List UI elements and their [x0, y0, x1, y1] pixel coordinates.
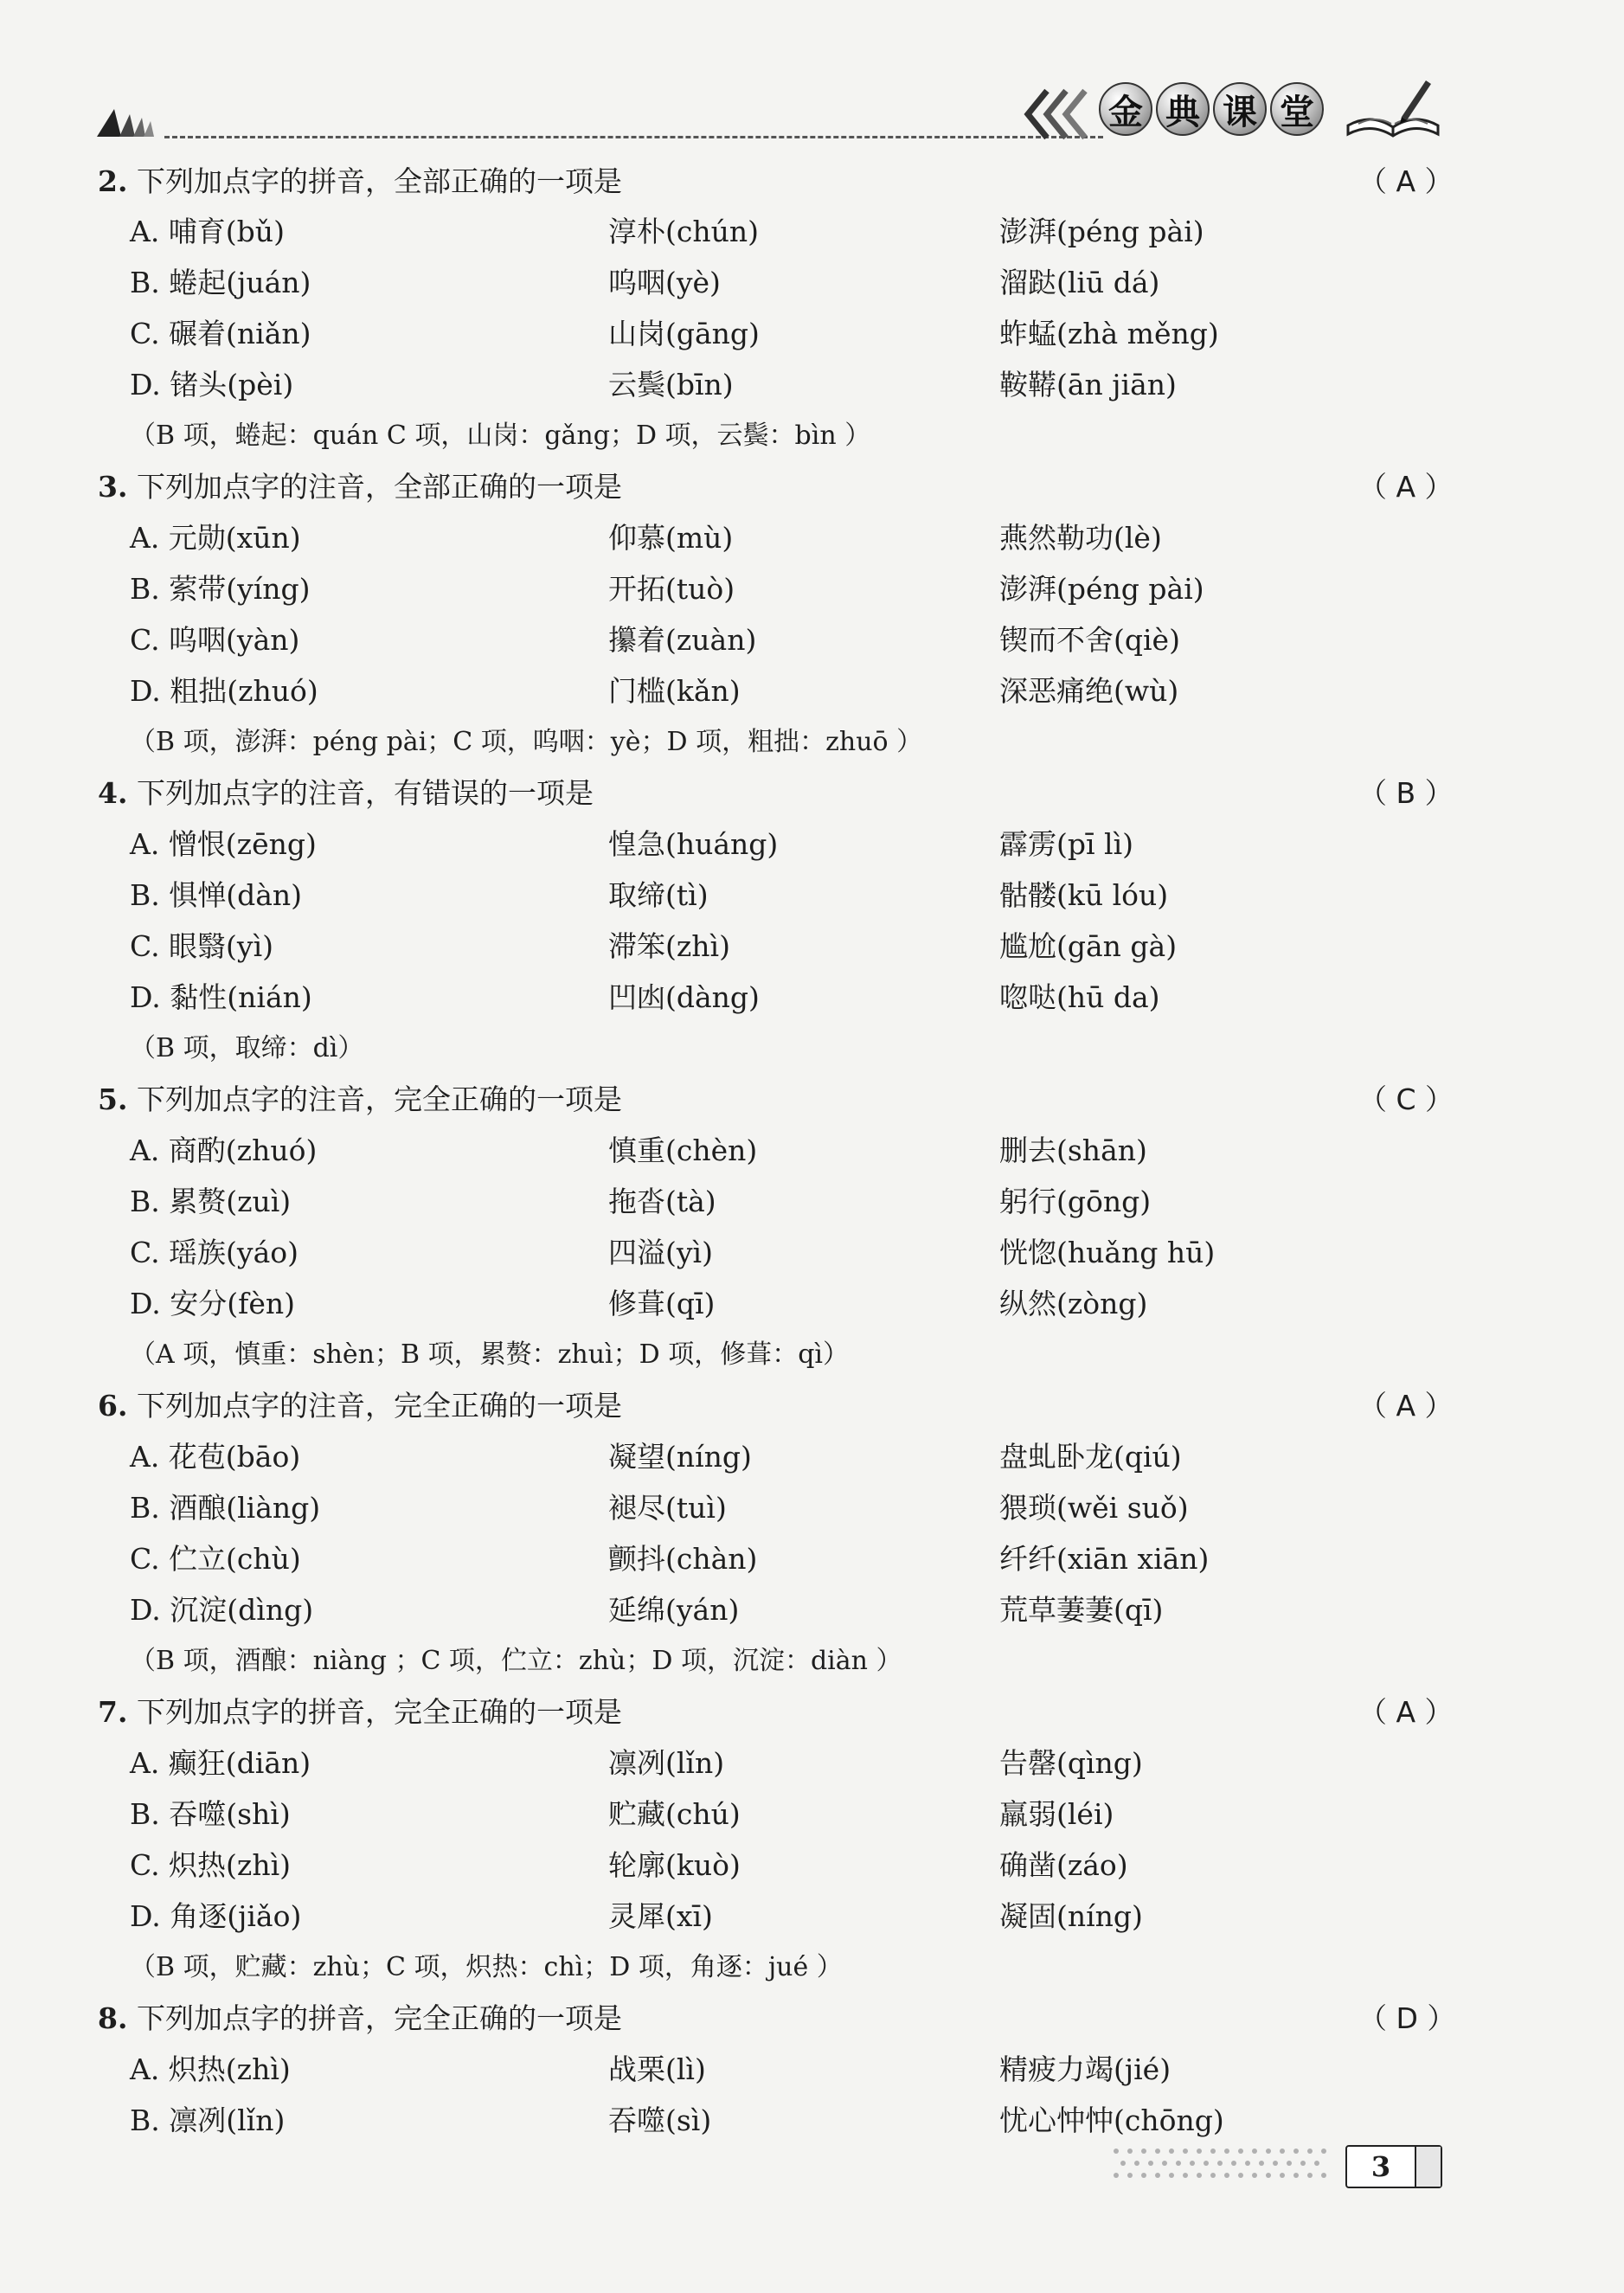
double-chevron-left-icon: [1021, 84, 1099, 145]
option-item: 开拓(tuò): [608, 572, 735, 606]
answer-explanation: （A 项，慎重：shèn；B 项，累赘：zhuì；D 项，修葺：qì）: [130, 1339, 850, 1370]
question-text: 下列加点字的拼音，全部正确的一项是: [136, 164, 622, 198]
option-item: 恍惚(huǎng hū): [999, 1236, 1216, 1269]
question-stem: [98, 164, 622, 199]
question-stem: [98, 1695, 622, 1730]
option-item: D. 沉淀(dìng): [130, 1593, 314, 1627]
answer-explanation: （B 项，澎湃：péng pài；C 项，呜咽：yè；D 项，粗拙：zhuō ）: [130, 727, 923, 757]
option-item: 凹凼(dàng): [608, 980, 760, 1014]
question-number: 5.: [98, 1082, 128, 1116]
option-item: 云鬓(bīn): [608, 368, 734, 401]
option-item: C. 眼翳(yì): [130, 929, 273, 963]
question-text: 下列加点字的拼音，完全正确的一项是: [136, 2001, 622, 2035]
option-item: 灵犀(xī): [608, 1899, 713, 1933]
option-item: 慎重(chèn): [608, 1134, 758, 1167]
question-stem: [98, 470, 622, 504]
option-item: D. 粗拙(zhuó): [130, 674, 318, 708]
option-item: 凝望(níng): [608, 1440, 752, 1474]
answer-label: （ A ）: [1358, 1389, 1454, 1423]
option-item: C. 碾着(niǎn): [130, 317, 311, 350]
option-item: 仰慕(mù): [608, 521, 734, 555]
header-title-char: 金: [1099, 82, 1152, 136]
page-tab-icon: [1415, 2147, 1441, 2187]
option-item: C. 伫立(chù): [130, 1542, 301, 1576]
option-item: A. 癫狂(diān): [130, 1746, 311, 1780]
question-number: 2.: [98, 164, 128, 198]
header-title-char: 堂: [1270, 82, 1324, 136]
option-item: D. 黏性(nián): [130, 980, 312, 1014]
question-text: 下列加点字的拼音，完全正确的一项是: [136, 1695, 622, 1729]
option-item: 霹雳(pī lì): [999, 827, 1134, 861]
question-stem: [98, 776, 594, 811]
header-title-char: 课: [1213, 82, 1267, 136]
option-item: C. 瑶族(yáo): [130, 1236, 298, 1269]
option-item: 羸弱(léi): [999, 1797, 1114, 1831]
option-item: B. 惧惮(dàn): [130, 878, 303, 912]
option-item: 燕然勒功(lè): [999, 521, 1162, 555]
option-item: 深恶痛绝(wù): [999, 674, 1179, 708]
triangles-icon: [95, 104, 164, 138]
option-item: B. 凛冽(lǐn): [130, 2104, 286, 2137]
option-item: 告罄(qìng): [999, 1746, 1143, 1780]
option-item: 褪尽(tuì): [608, 1491, 727, 1525]
answer-label: （ A ）: [1358, 470, 1454, 504]
footer-dot-pattern: [1107, 2144, 1332, 2182]
option-item: 门槛(kǎn): [608, 674, 741, 708]
option-item: 唿哒(hū da): [999, 980, 1160, 1014]
answer-explanation: （B 项，酒酿：niàng ；C 项，伫立：zhù；D 项，沉淀：diàn ）: [130, 1646, 902, 1676]
option-item: 尴尬(gān gà): [999, 929, 1178, 963]
question-number: 3.: [98, 470, 128, 504]
question-number: 6.: [98, 1389, 128, 1423]
option-item: 延绵(yán): [608, 1593, 740, 1627]
option-item: 淳朴(chún): [608, 215, 759, 248]
option-item: 颤抖(chàn): [608, 1542, 758, 1576]
option-item: 攥着(zuàn): [608, 623, 757, 657]
option-item: D. 安分(fèn): [130, 1287, 296, 1320]
option-item: 蚱蜢(zhà měng): [999, 317, 1219, 350]
header-title: [1099, 82, 1324, 136]
answer-label: （ B ）: [1358, 776, 1454, 810]
answer-explanation: （B 项，蜷起：quán C 项，山岗：gǎng；D 项，云鬓：bìn ）: [130, 421, 871, 451]
answer-label: （ C ）: [1358, 1082, 1454, 1116]
option-item: A. 憎恨(zēng): [130, 827, 317, 861]
option-item: D. 锗头(pèi): [130, 368, 294, 401]
option-item: 躬行(gōng): [999, 1185, 1152, 1218]
question-text: 下列加点字的注音，完全正确的一项是: [136, 1389, 622, 1423]
page-header: [95, 74, 1445, 151]
option-item: 鞍鞯(ān jiān): [999, 368, 1177, 401]
option-item: 四溢(yì): [608, 1236, 713, 1269]
option-item: D. 角逐(jiǎo): [130, 1899, 302, 1933]
header-title-char: 典: [1156, 82, 1210, 136]
option-item: 贮藏(chú): [608, 1797, 741, 1831]
option-item: 修葺(qī): [608, 1287, 716, 1320]
question-number: 4.: [98, 776, 128, 810]
answer-label: （ A ）: [1358, 1695, 1454, 1729]
option-item: 锲而不舍(qiè): [999, 623, 1180, 657]
answer-explanation: （B 项，取缔：dì）: [130, 1033, 364, 1063]
answer-explanation: （B 项，贮藏：zhù；C 项，炽热：chì；D 项，角逐：jué ）: [130, 1952, 843, 1982]
option-item: 凝固(níng): [999, 1899, 1143, 1933]
option-item: 骷髅(kū lóu): [999, 878, 1169, 912]
option-item: 盘虬卧龙(qiú): [999, 1440, 1182, 1474]
option-item: 荒草萋萋(qī): [999, 1593, 1164, 1627]
option-item: 溜跶(liū dá): [999, 266, 1160, 299]
option-item: 滞笨(zhì): [608, 929, 730, 963]
option-item: B. 萦带(yíng): [130, 572, 311, 606]
page-number: 3: [1370, 2150, 1391, 2183]
option-item: A. 商酌(zhuó): [130, 1134, 318, 1167]
option-item: 战栗(lì): [608, 2052, 706, 2086]
option-item: 取缔(tì): [608, 878, 709, 912]
answer-label: （ D ）: [1358, 2001, 1456, 2035]
answer-label: （ A ）: [1358, 164, 1454, 198]
option-item: 轮廓(kuò): [608, 1848, 741, 1882]
option-item: A. 哺育(bǔ): [130, 215, 285, 248]
option-item: B. 酒酿(liàng): [130, 1491, 321, 1525]
option-item: C. 炽热(zhì): [130, 1848, 291, 1882]
option-item: A. 元勋(xūn): [130, 521, 301, 555]
option-item: B. 蜷起(juán): [130, 266, 311, 299]
option-item: A. 炽热(zhì): [130, 2052, 291, 2086]
option-item: 凛冽(lǐn): [608, 1746, 725, 1780]
option-item: 确凿(záo): [999, 1848, 1128, 1882]
option-item: A. 花苞(bāo): [130, 1440, 301, 1474]
option-item: 忧心忡忡(chōng): [999, 2104, 1224, 2137]
question-stem: [98, 1389, 622, 1423]
open-book-pen-icon: [1341, 74, 1445, 143]
question-text: 下列加点字的注音，完全正确的一项是: [136, 1082, 622, 1116]
question-stem: [98, 2001, 622, 2036]
option-item: 山岗(gāng): [608, 317, 760, 350]
question-text: 下列加点字的注音，有错误的一项是: [136, 776, 594, 810]
option-item: 惶急(huáng): [608, 827, 779, 861]
option-item: 纵然(zòng): [999, 1287, 1148, 1320]
option-item: 精疲力竭(jié): [999, 2052, 1171, 2086]
page-number-box: [1345, 2145, 1442, 2188]
option-item: 纤纤(xiān xiān): [999, 1542, 1210, 1576]
question-stem: [98, 1082, 622, 1117]
option-item: 澎湃(péng pài): [999, 215, 1204, 248]
question-number: 7.: [98, 1695, 128, 1729]
option-item: 呜咽(yè): [608, 266, 721, 299]
option-item: 猥琐(wěi suǒ): [999, 1491, 1189, 1525]
header-dashed-line: [164, 136, 1103, 138]
option-item: B. 吞噬(shì): [130, 1797, 291, 1831]
option-item: C. 呜咽(yàn): [130, 623, 300, 657]
option-item: 拖沓(tà): [608, 1185, 716, 1218]
option-item: 删去(shān): [999, 1134, 1147, 1167]
option-item: B. 累赘(zuì): [130, 1185, 292, 1218]
question-text: 下列加点字的注音，全部正确的一项是: [136, 470, 622, 504]
option-item: 吞噬(sì): [608, 2104, 712, 2137]
option-item: 澎湃(péng pài): [999, 572, 1204, 606]
question-number: 8.: [98, 2001, 128, 2035]
